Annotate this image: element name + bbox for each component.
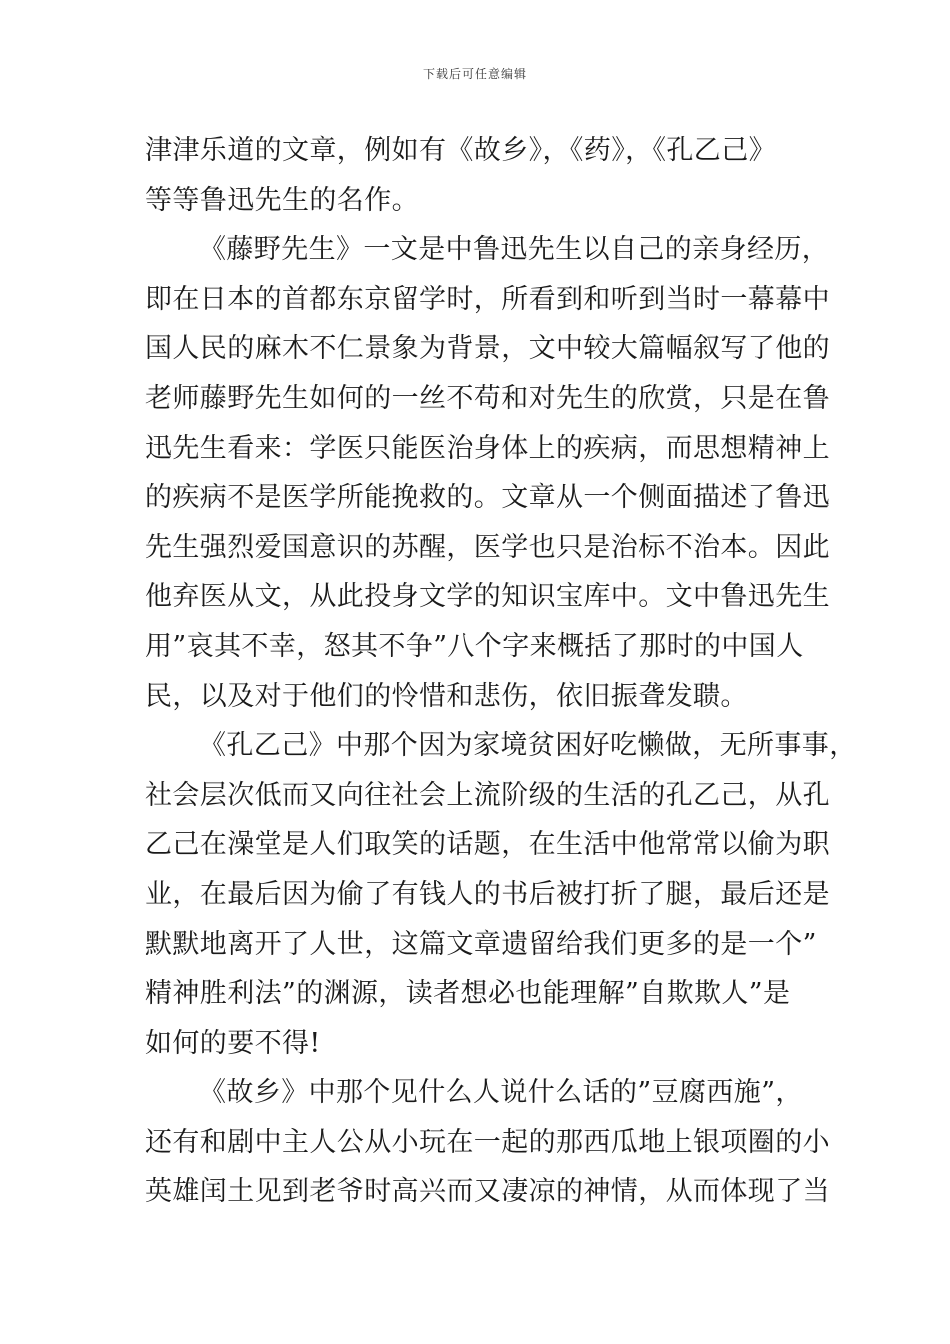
text-line: 英雄闰土见到老爷时高兴而又凄凉的神情，从而体现了当: [145, 1176, 830, 1208]
text-line: 还有和剧中主人公从小玩在一起的那西瓜地上银项圈的小: [145, 1126, 830, 1158]
text-line: 用”哀其不幸，怒其不争”八个字来概括了那时的中国人: [145, 630, 804, 662]
text-line: 业，在最后因为偷了有钱人的书后被打折了腿，最后还是: [145, 878, 830, 910]
text-line: 即在日本的首都东京留学时，所看到和听到当时一幕幕中: [145, 283, 830, 315]
paragraph-start-line: 《故乡》中那个见什么人说什么话的”豆腐西施”，: [199, 1077, 803, 1109]
paragraph-start-line: 《孔乙己》中那个因为家境贫困好吃懒做，无所事事，: [199, 730, 857, 762]
text-line: 如何的要不得!: [145, 1027, 321, 1059]
text-line: 社会层次低而又向往社会上流阶级的生活的孔乙己，从孔: [145, 779, 830, 811]
paragraph-start-line: 《藤野先生》一文是中鲁迅先生以自己的亲身经历，: [199, 234, 830, 266]
text-line: 精神胜利法”的渊源，读者想必也能理解”自欺欺人”是: [145, 978, 791, 1010]
text-line: 他弃医从文，从此投身文学的知识宝库中。文中鲁迅先生: [145, 581, 830, 613]
text-line: 先生强烈爱国意识的苏醒，医学也只是治标不治本。因此: [145, 531, 830, 563]
text-line: 乙己在澡堂是人们取笑的话题，在生活中他常常以偷为职: [145, 829, 830, 861]
text-line: 默默地离开了人世，这篇文章遗留给我们更多的是一个”: [145, 928, 817, 960]
page-header-note: 下载后可任意编辑: [422, 67, 527, 81]
text-line: 民，以及对于他们的怜惜和悲伤，依旧振聋发聩。: [145, 680, 748, 712]
text-line: 迅先生看来：学医只能医治身体上的疾病，而思想精神上: [145, 432, 830, 464]
text-line: 津津乐道的文章，例如有《故乡》，《药》，《孔乙己》: [145, 135, 776, 166]
text-line: 老师藤野先生如何的一丝不苟和对先生的欣赏，只是在鲁: [145, 382, 830, 414]
document-body: [145, 126, 857, 1217]
text-line: 的疾病不是医学所能挽救的。文章从一个侧面描述了鲁迅: [145, 482, 830, 514]
text-line: 等等鲁迅先生的名作。: [145, 184, 419, 216]
text-line: 国人民的麻木不仁景象为背景，文中较大篇幅叙写了他的: [145, 333, 830, 365]
